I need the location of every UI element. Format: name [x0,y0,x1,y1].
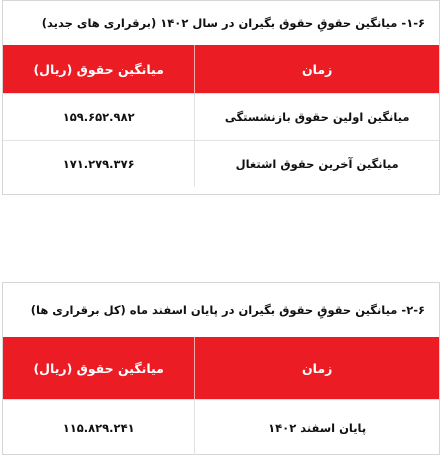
row-period: میانگین آخرین حقوق اشتغال [195,141,439,188]
header-period: زمان [195,45,439,94]
header-period: زمان [195,337,439,400]
header-average-salary: میانگین حقوق (ریال) [3,45,195,94]
section-title: ۱-۶- میانگین حقوقِ حقوق بگیران در سال ۱۴۰۲ (برقراری های جدید) [41,16,425,30]
table-row [3,400,439,455]
row-average-salary: ۱۷۱.۲۷۹.۳۷۶ [3,141,195,188]
row-average-salary: ۱۵۹.۶۵۲.۹۸۲ [3,94,195,141]
salary-section-end-of-esfand [2,282,440,455]
row-period: پایان اسفند ۱۴۰۲ [195,400,439,455]
row-average-salary: ۱۱۵.۸۲۹.۲۴۱ [3,400,195,455]
table-row [3,94,439,141]
salary-table [3,337,439,455]
table-header-row [3,45,439,94]
salary-section-new-2023 [2,0,440,195]
section-title: ۲-۶- میانگین حقوقِ حقوق بگیران در پایان اسفند ماه (کل برقراری ها) [30,303,425,317]
salary-table [3,45,439,187]
table-header-row [3,337,439,400]
table-row [3,141,439,188]
header-average-salary: میانگین حقوق (ریال) [3,337,195,400]
row-period: میانگین اولین حقوق بازنشستگی [195,94,439,141]
